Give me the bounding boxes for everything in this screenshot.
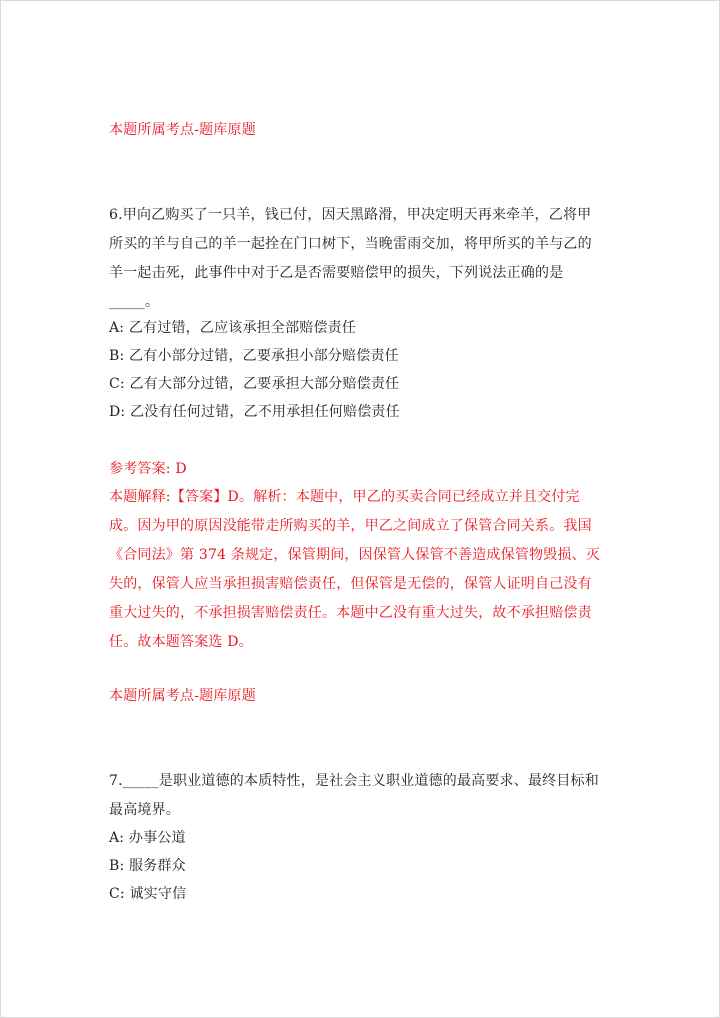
q6-stem-line: 羊一起击死，此事件中对于乙是否需要赔偿甲的损失，下列说法正确的是 (109, 265, 564, 281)
q7-stem-line: 7._____是职业道德的本质特性，是社会主义职业道德的最高要求、最终目标和 (109, 773, 599, 789)
q7-option-a: A: 办事公道 (109, 830, 186, 846)
q6-stem-line: _____。 (109, 294, 160, 310)
q6-explanation-line: 重大过失的，不承担损害赔偿责任。本题中乙没有重大过失，故不承担赔偿责 (109, 605, 592, 621)
q6-stem-line: 6.甲向乙购买了一只羊，钱已付，因天黑路滑，甲决定明天再来牵羊，乙将甲 (109, 207, 592, 223)
q7-option-c: C: 诚实守信 (109, 886, 187, 902)
q6-stem-line: 所买的羊与自己的羊一起拴在门口树下，当晚雷雨交加，将甲所买的羊与乙的 (109, 236, 592, 252)
q6-explanation-line: 本题解释:【答案】D。解析：本题中，甲乙的买卖合同已经成立并且交付完 (109, 489, 580, 505)
q6-answer: 参考答案: D (109, 461, 187, 477)
q6-option-d: D: 乙没有任何过错，乙不用承担任何赔偿责任 (109, 404, 400, 420)
q7-stem-line: 最高境界。 (109, 802, 180, 818)
q6-source-label: 本题所属考点-题库原题 (109, 688, 256, 704)
q7-option-b: B: 服务群众 (109, 858, 186, 874)
q6-explanation-line: 成。因为甲的原因没能带走所购买的羊，甲乙之间成立了保管合同关系。我国 (109, 518, 592, 534)
q6-option-c: C: 乙有大部分过错，乙要承担大部分赔偿责任 (109, 376, 400, 392)
q6-explanation-line: 失的，保管人应当承担损害赔偿责任，但保管是无偿的，保管人证明自己没有 (109, 576, 592, 592)
q6-option-a: A: 乙有过错，乙应该承担全部赔偿责任 (109, 320, 357, 336)
section-source-label: 本题所属考点-题库原题 (109, 122, 256, 138)
q6-explanation-line: 《合同法》第 374 条规定，保管期间，因保管人保管不善造成保管物毁损、灭 (109, 547, 601, 563)
q6-explanation-line: 任。故本题答案选 D。 (109, 634, 253, 650)
q6-option-b: B: 乙有小部分过错，乙要承担小部分赔偿责任 (109, 348, 399, 364)
